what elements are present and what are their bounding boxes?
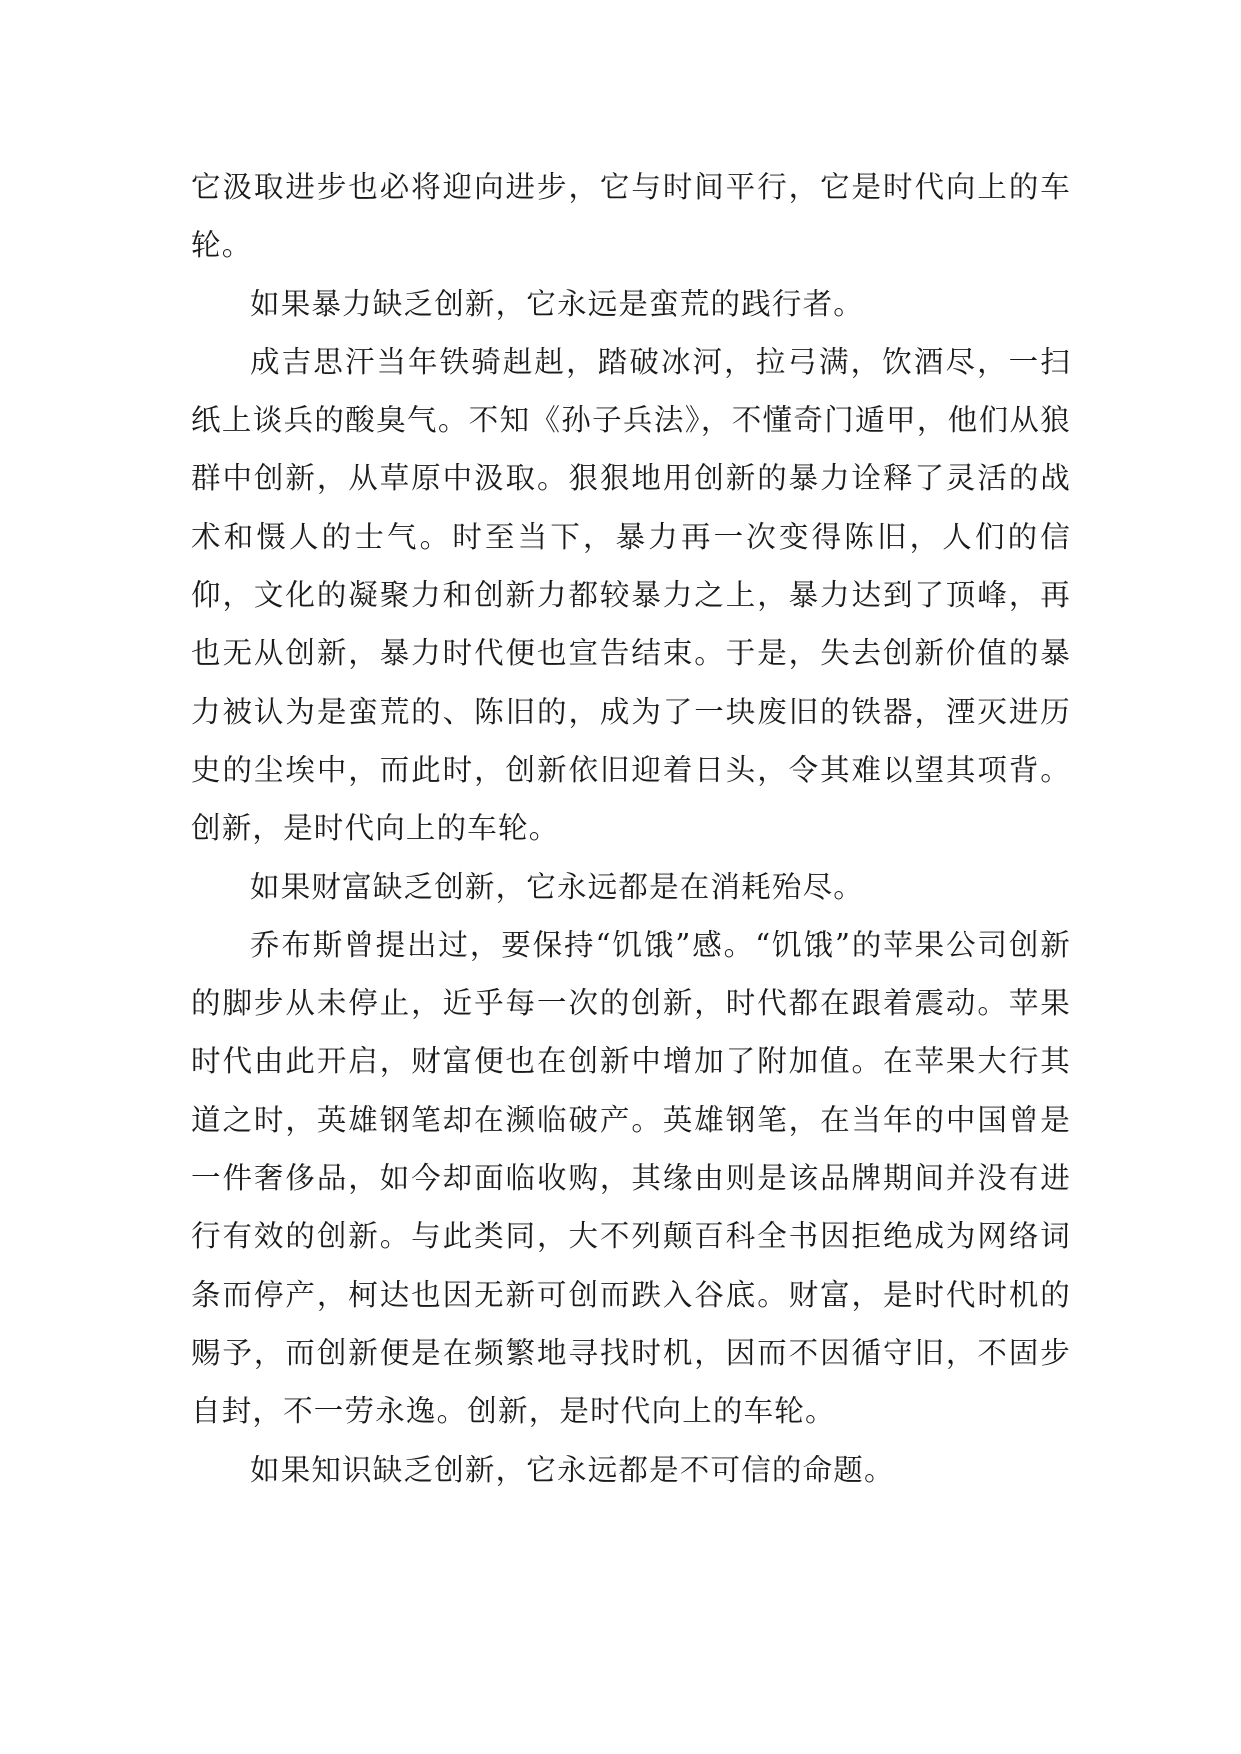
paragraph-wealth-thesis: 如果财富缺乏创新，它永远都是在消耗殆尽。	[250, 869, 865, 904]
paragraph-violence-thesis: 如果暴力缺乏创新，它永远是蛮荒的践行者。	[250, 286, 865, 321]
essay-body	[191, 158, 1071, 1499]
paragraph-genghis-khan: 成吉思汗当年铁骑赳赳，踏破冰河，拉弓满，饮酒尽，一扫纸上谈兵的酸臭气。不知《孙子兵法》，不懂奇门遁甲，他们从狼群中创新，从草原中汲取。狠狠地用创新的暴力诠释了灵活的战术和慑人的士气。时至当下，暴力再一次变得陈旧，人们的信仰，文化的凝聚力和创新力都较暴力之上，暴力达到了顶峰，再也无从创新，暴力时代便也宣告结束。于是，失去创新价值的暴力被认为是蛮荒的、陈旧的，成为了一块废旧的铁器，湮灭进历史的尘埃中，而此时，创新依旧迎着日头，令其难以望其项背。创新，是时代向上的车轮。	[191, 344, 1071, 846]
paragraph-continuation: 它汲取进步也必将迎向进步，它与时间平行，它是时代向上的车轮。	[191, 170, 1071, 263]
paragraph-apple-example: 乔布斯曾提出过，要保持“饥饿”感。“饥饿”的苹果公司创新的脚步从未停止，近乎每一次的创新，时代都在跟着震动。苹果时代由此开启，财富便也在创新中增加了附加值。在苹果大行其道之时，英雄钢笔却在濒临破产。英雄钢笔，在当年的中国曾是一件奢侈品，如今却面临收购，其缘由则是该品牌期间并没有进行有效的创新。与此类同，大不列颠百科全书因拒绝成为网络词条而停产，柯达也因无新可创而跌入谷底。财富，是时代时机的赐予，而创新便是在频繁地寻找时机，因而不因循守旧，不固步自封，不一劳永逸。创新，是时代向上的车轮。	[191, 927, 1071, 1429]
paragraph-knowledge-thesis: 如果知识缺乏创新，它永远都是不可信的命题。	[250, 1452, 895, 1487]
